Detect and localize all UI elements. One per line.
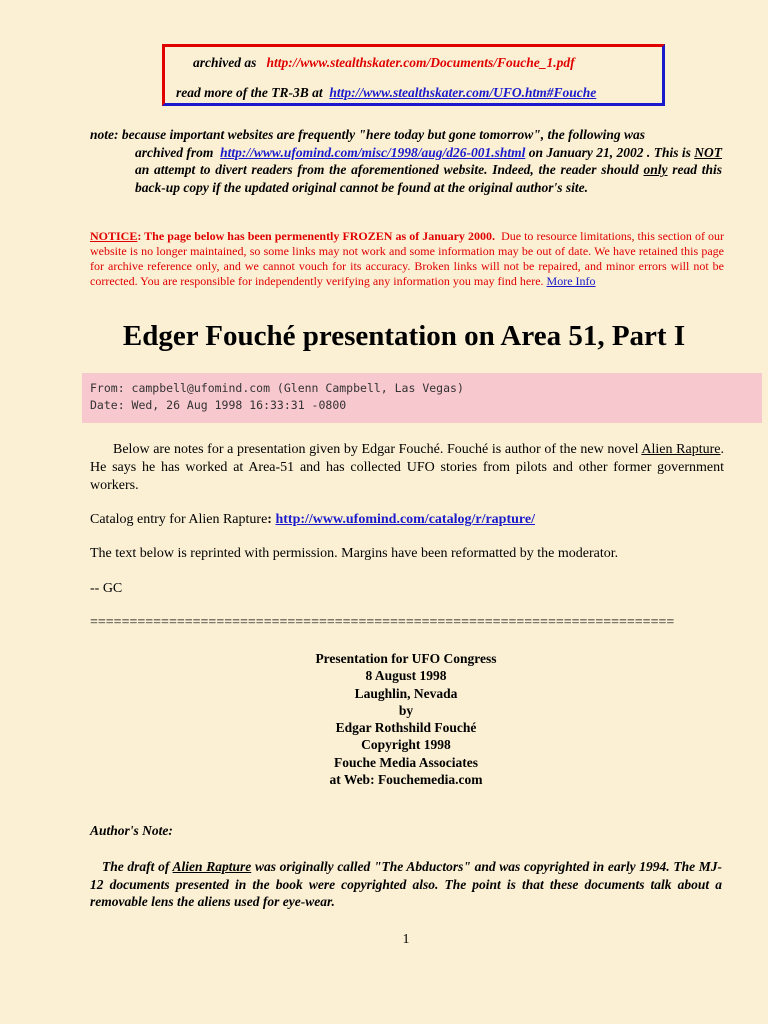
notice-frozen-text: : The page below has been permenently FROZEN as of January 2000.: [137, 229, 495, 243]
authors-note-heading: Author's Note:: [90, 823, 173, 838]
source-url-link[interactable]: http://www.ufomind.com/misc/1998/aug/d26-001.shtml: [220, 144, 526, 160]
presentation-line: Laughlin, Nevada: [354, 685, 458, 701]
archive-box: [162, 44, 665, 106]
intro-text-1: Below are notes for a presentation given by Edgar Fouché. Fouché is author of the new novel: [113, 442, 639, 457]
catalog-label: Catalog entry for Alien Rapture: [90, 512, 268, 527]
catalog-paragraph: [90, 511, 724, 529]
notice-label: NOTICE: [90, 229, 138, 243]
separator-line: ==========================================================================: [90, 615, 675, 630]
note-text-1: note: because important websites are frequently "here today but gone tomorrow", the following was: [90, 127, 646, 142]
note-text-3: on January 21, 2002 . This is: [528, 144, 691, 160]
presentation-line: Fouche Media Associates: [334, 754, 478, 770]
presentation-line: Presentation for UFO Congress: [315, 651, 497, 666]
page-number: 1: [402, 932, 410, 947]
draft-paragraph: [90, 858, 722, 911]
intro-text-2: . He says he has worked at Area-51 and has collected UFO stories from pilots and other former government workers.: [90, 442, 724, 493]
catalog-link[interactable]: http://www.ufomind.com/catalog/r/rapture/: [275, 512, 535, 527]
more-info-link[interactable]: More Info: [546, 274, 596, 288]
draft-text-2: was originally called "The Abductors" and was copyrighted in early 1994. The MJ-12 documents presented in the book were copyrighted also. The point is that these documents talk about a removable lens the aliens used for eye-wear.: [90, 859, 723, 909]
presentation-line: by: [398, 702, 414, 718]
note-text-2: archived from: [135, 144, 214, 160]
presentation-line: 8 August 1998: [365, 668, 447, 684]
book-title-link[interactable]: Alien Rapture: [641, 442, 721, 457]
draft-text-1: The draft of: [102, 859, 170, 874]
notice-block: [90, 229, 724, 289]
draft-book-link[interactable]: Alien Rapture: [172, 859, 252, 874]
presentation-line: at Web: Fouchemedia.com: [329, 772, 483, 788]
presentation-info: [90, 650, 722, 788]
archive-line: [193, 55, 575, 71]
note-indented: [90, 144, 722, 197]
read-more-link[interactable]: http://www.stealthskater.com/UFO.htm#Fouche: [329, 85, 597, 100]
presentation-line: Edgar Rothshild Fouché: [335, 720, 477, 736]
header-from: From: campbell@ufomind.com (Glenn Campbell, Las Vegas): [90, 381, 464, 395]
note-not-word: NOT: [694, 144, 722, 160]
note-only-word: only: [643, 162, 668, 177]
note-text-5: read this back-up copy if the updated original cannot be found at the original author's site.: [135, 162, 723, 195]
read-more-line: [176, 85, 596, 101]
signoff: -- GC: [90, 581, 123, 596]
header-date: Date: Wed, 26 Aug 1998 16:33:31 -0800: [90, 398, 347, 412]
presentation-line: Copyright 1998: [361, 737, 451, 753]
read-more-label: read more of the TR-3B at: [176, 85, 323, 100]
archive-pdf-link[interactable]: http://www.stealthskater.com/Documents/Fouche_1.pdf: [266, 55, 575, 70]
archive-label: archived as: [193, 55, 257, 70]
notice-body: Due to resource limitations, this section of our website is no longer maintained, so some links may not work and some information may be out of date. We have retained this page for archive reference only, and we cannot vouch for its accuracy. Broken links will not be repaired, and minor errors will not be corrected. You are responsible for independently verifying any information you may find here.: [90, 229, 725, 288]
reprint-paragraph: The text below is reprinted with permission. Margins have been reformatted by the moderator.: [90, 546, 619, 561]
intro-paragraph: [90, 441, 724, 495]
note-text-4: an attempt to divert readers from the aforementioned website. Indeed, the reader should: [135, 162, 639, 177]
message-header: [82, 373, 762, 423]
page-title: Edger Fouché presentation on Area 51, Part I: [122, 320, 686, 352]
catalog-colon: :: [267, 512, 272, 527]
archive-note: [90, 126, 722, 196]
